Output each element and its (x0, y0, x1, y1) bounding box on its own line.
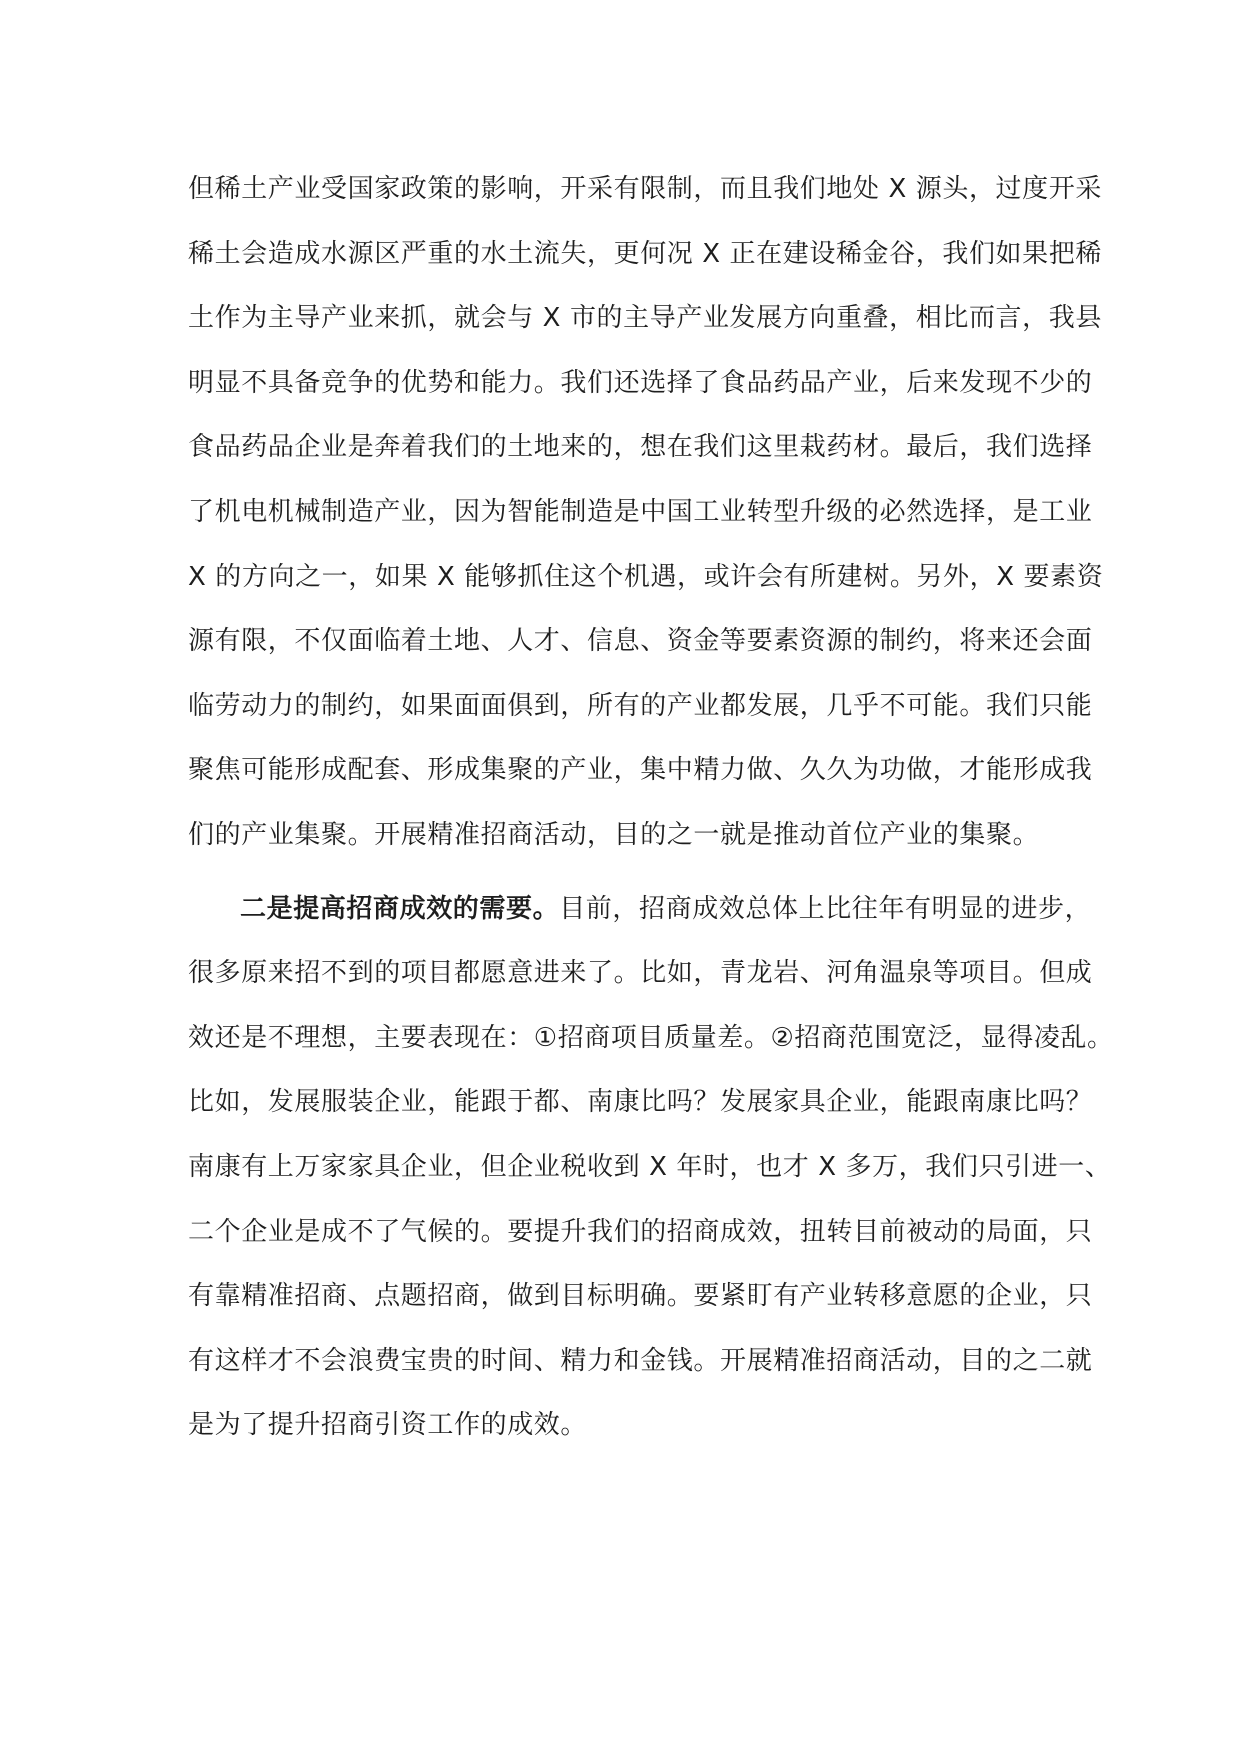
text-line: 是为了提升招商引资工作的成效。 (188, 1410, 588, 1441)
paragraph-lead-heading: 二是提高招商成效的需要。 (240, 893, 560, 924)
text-line-first (188, 893, 1092, 959)
text-line: 二个企业是成不了气候的。要提升我们的招商成效，扭转目前被动的局面，只 (188, 1216, 1093, 1247)
text-line: 但稀土产业受国家政策的影响，开采有限制，而且我们地处 X 源头，过度开采 (188, 174, 1102, 204)
paragraph-investment-effectiveness (188, 893, 1114, 1475)
text-line: 南康有上万家家具企业，但企业税收到 X 年时，也才 X 多万，我们只引进一、 (188, 1151, 1112, 1182)
text-line: 们的产业集聚。开展精准招商活动，目的之一就是推动首位产业的集聚。 (188, 819, 1040, 850)
document-body (188, 174, 1114, 1475)
paragraph-industry-choice (188, 174, 1104, 885)
text-line: X 的方向之一，如果 X 能够抓住这个机遇，或许会有所建树。另外，X 要素资 (188, 561, 1104, 592)
text-line: 效还是不理想，主要表现在：①招商项目质量差。②招商范围宽泛，显得凌乱。 (188, 1022, 1114, 1053)
text-line: 源有限，不仅面临着土地、人才、信息、资金等要素资源的制约，将来还会面 (188, 626, 1093, 657)
text-line: 明显不具备竞争的优势和能力。我们还选择了食品药品产业，后来发现不少的 (188, 367, 1093, 398)
text-line: 稀土会造成水源区严重的水土流失，更何况 X 正在建设稀金谷，我们如果把稀 (188, 238, 1102, 269)
text-line: 很多原来招不到的项目都愿意进来了。比如，青龙岩、河角温泉等项目。但成 (188, 958, 1093, 989)
text-line: 了机电机械制造产业，因为智能制造是中国工业转型升级的必然选择，是工业 (188, 496, 1093, 527)
text-line-continuation: 目前，招商成效总体上比往年有明显的进步， (559, 893, 1092, 924)
text-line: 土作为主导产业来抓，就会与 X 市的主导产业发展方向重叠，相比而言，我县 (188, 303, 1102, 334)
text-line: 有这样才不会浪费宝贵的时间、精力和金钱。开展精准招商活动，目的之二就 (188, 1345, 1093, 1376)
text-line: 临劳动力的制约，如果面面俱到，所有的产业都发展，几乎不可能。我们只能 (188, 690, 1093, 721)
text-line: 比如，发展服装企业，能跟于都、南康比吗？发展家具企业，能跟南康比吗？ (188, 1087, 1093, 1118)
text-line: 聚焦可能形成配套、形成集聚的产业，集中精力做、久久为功做，才能形成我 (188, 755, 1093, 786)
text-line: 食品药品企业是奔着我们的土地来的，想在我们这里栽药材。最后，我们选择 (188, 432, 1093, 463)
text-line: 有靠精准招商、点题招商，做到目标明确。要紧盯有产业转移意愿的企业，只 (188, 1281, 1093, 1312)
